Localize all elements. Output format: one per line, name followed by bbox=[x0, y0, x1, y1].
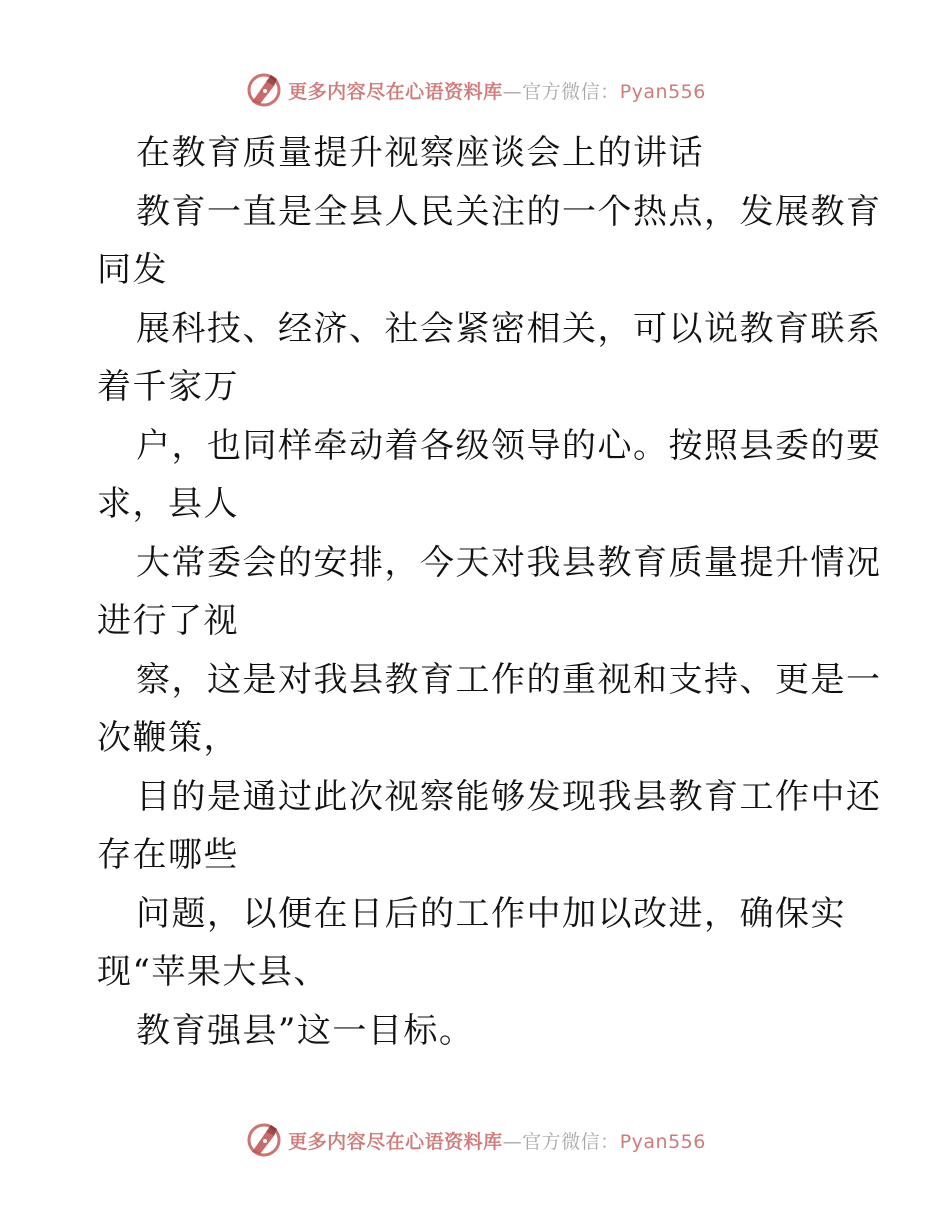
header-watermark bbox=[0, 70, 950, 110]
text-line: 大常委会的安排，今天对我县教育质量提升情况 bbox=[136, 542, 882, 583]
document-title: 在教育质量提升视察座谈会上的讲话 bbox=[136, 133, 704, 173]
watermark-brand: 更多内容尽在心语资料库 bbox=[288, 80, 503, 103]
watermark-text bbox=[288, 77, 706, 104]
watermark-brand: 更多内容尽在心语资料库 bbox=[288, 1130, 503, 1153]
text-line: 教育强县”这一目标。 bbox=[136, 1010, 475, 1051]
text-line: 求，县人 bbox=[97, 484, 239, 524]
text-line: 目的是通过此次视察能够发现我县教育工作中还 bbox=[136, 776, 882, 817]
text-line: 户，也同样牵动着各级领导的心。按照县委的要 bbox=[136, 425, 882, 466]
watermark-id: Pyan556 bbox=[619, 80, 706, 103]
fountain-pen-nib-icon bbox=[244, 1120, 284, 1160]
text-line: 教育一直是全县人民关注的一个热点，发展教育 bbox=[136, 191, 882, 232]
fountain-pen-nib-icon bbox=[244, 70, 284, 110]
text-line: 同发 bbox=[97, 250, 168, 290]
text-line: 问题，以便在日后的工作中加以改进，确保实 bbox=[136, 893, 846, 934]
text-line: 着千家万 bbox=[97, 367, 239, 407]
text-line: 现“苹果大县、 bbox=[97, 952, 329, 992]
footer-watermark bbox=[0, 1120, 950, 1160]
text-line: 次鞭策， bbox=[97, 718, 239, 758]
text-line: 察，这是对我县教育工作的重视和支持、更是一 bbox=[136, 659, 882, 700]
text-line: 展科技、经济、社会紧密相关，可以说教育联系 bbox=[136, 308, 882, 349]
watermark-sub: 官方微信： bbox=[522, 80, 620, 103]
watermark-separator: — bbox=[502, 1130, 523, 1153]
document-body bbox=[97, 124, 882, 1060]
watermark-id: Pyan556 bbox=[619, 1130, 706, 1153]
watermark-separator: — bbox=[502, 80, 523, 103]
watermark-sub: 官方微信： bbox=[522, 1130, 620, 1153]
text-line: 存在哪些 bbox=[97, 835, 239, 875]
text-line: 进行了视 bbox=[97, 601, 239, 641]
watermark-text bbox=[288, 1127, 706, 1154]
